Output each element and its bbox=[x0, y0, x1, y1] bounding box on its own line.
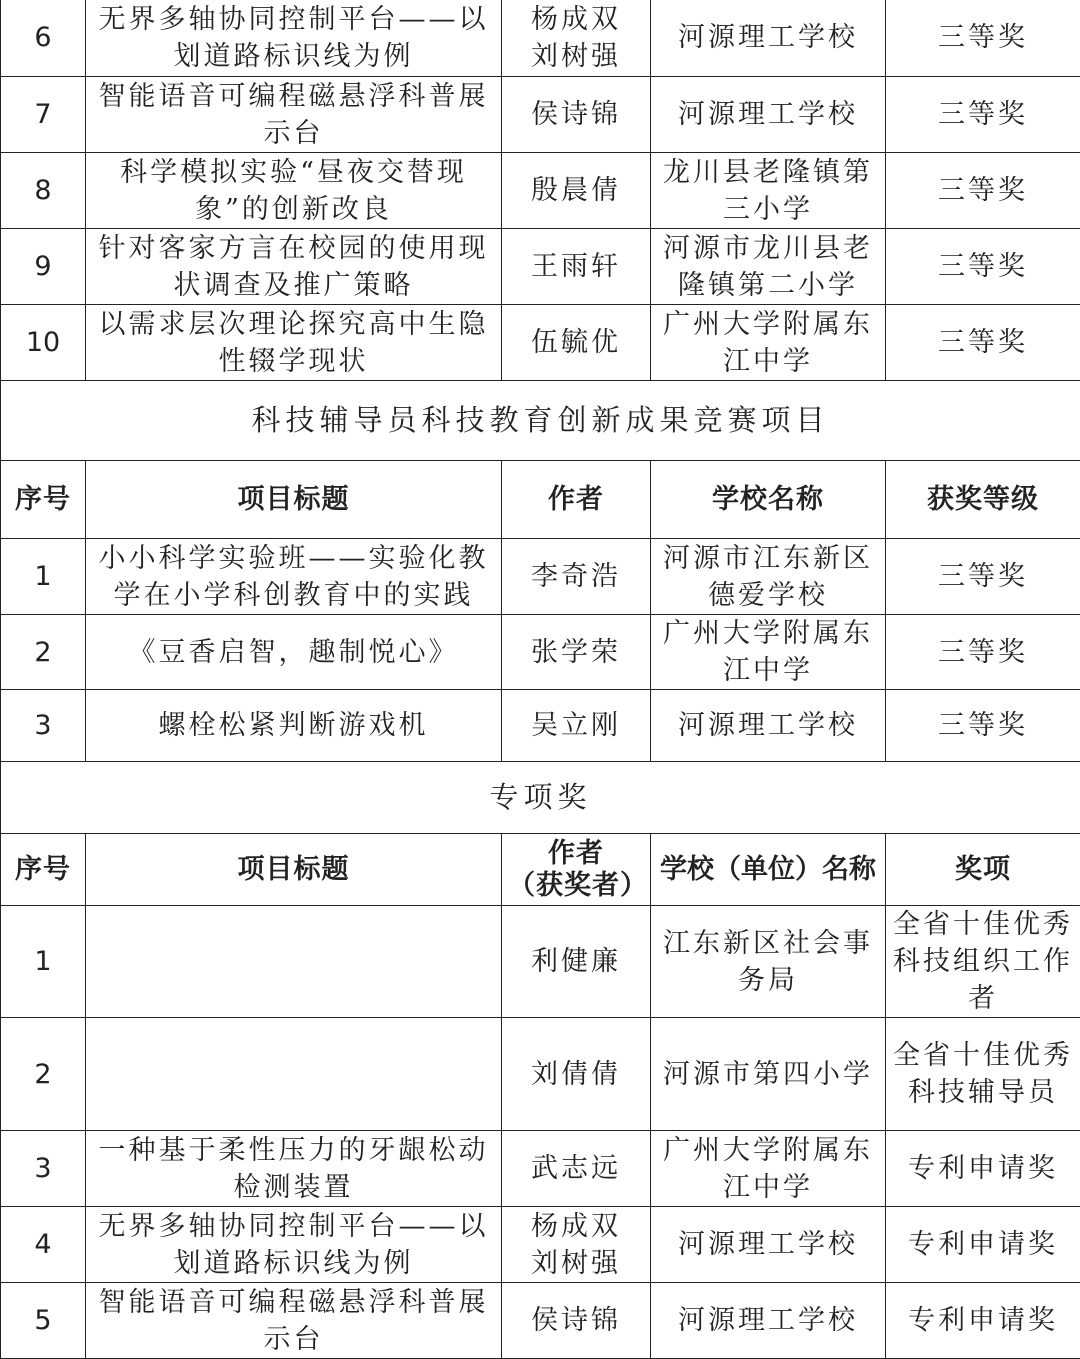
table-row bbox=[1, 77, 1080, 153]
project-title: 一种基于柔性压力的牙龈松动检测装置 bbox=[86, 1131, 502, 1207]
award-level: 三等奖 bbox=[886, 153, 1080, 229]
award-level: 三等奖 bbox=[886, 77, 1080, 153]
award-level: 三等奖 bbox=[886, 0, 1080, 77]
row-number: 4 bbox=[1, 1207, 86, 1283]
author: 殷晨倩 bbox=[502, 153, 651, 229]
table-row bbox=[1, 0, 1080, 77]
author: 王雨轩 bbox=[502, 229, 651, 305]
row-number: 1 bbox=[1, 539, 86, 615]
header-author bbox=[502, 834, 651, 906]
table-row bbox=[1, 1018, 1080, 1131]
project-title: 智能语音可编程磁悬浮科普展示台 bbox=[86, 77, 502, 153]
header-number: 序号 bbox=[1, 461, 86, 539]
table-row bbox=[1, 305, 1080, 381]
school-name: 龙川县老隆镇第三小学 bbox=[651, 153, 886, 229]
award-name: 专利申请奖 bbox=[886, 1207, 1080, 1283]
school-name: 江东新区社会事务局 bbox=[651, 906, 886, 1018]
row-number: 9 bbox=[1, 229, 86, 305]
row-number: 10 bbox=[1, 305, 86, 381]
row-number: 5 bbox=[1, 1283, 86, 1359]
author: 伍毓优 bbox=[502, 305, 651, 381]
header-author: 作者 bbox=[502, 461, 651, 539]
project-title: 《豆香启智，趣制悦心》 bbox=[86, 615, 502, 690]
school-name: 河源理工学校 bbox=[651, 1283, 886, 1359]
project-title: 科学模拟实验“昼夜交替现象”的创新改良 bbox=[86, 153, 502, 229]
award-name: 全省十佳优秀科技辅导员 bbox=[886, 1018, 1080, 1131]
school-name: 广州大学附属东江中学 bbox=[651, 1131, 886, 1207]
award-name: 全省十佳优秀科技组织工作者 bbox=[886, 906, 1080, 1018]
row-number: 3 bbox=[1, 1131, 86, 1207]
header-row bbox=[1, 834, 1080, 906]
header-school: 学校名称 bbox=[651, 461, 886, 539]
award-level: 三等奖 bbox=[886, 305, 1080, 381]
school-name: 河源市第四小学 bbox=[651, 1018, 886, 1131]
author: 侯诗锦 bbox=[502, 1283, 651, 1359]
school-name: 河源市龙川县老隆镇第二小学 bbox=[651, 229, 886, 305]
author: 杨成双 刘树强 bbox=[502, 1207, 651, 1283]
project-title: 以需求层次理论探究高中生隐性辍学现状 bbox=[86, 305, 502, 381]
school-name: 广州大学附属东江中学 bbox=[651, 615, 886, 690]
author: 李奇浩 bbox=[502, 539, 651, 615]
award-level: 三等奖 bbox=[886, 539, 1080, 615]
table-row bbox=[1, 229, 1080, 305]
row-number: 1 bbox=[1, 906, 86, 1018]
author: 侯诗锦 bbox=[502, 77, 651, 153]
school-name: 河源市江东新区德爱学校 bbox=[651, 539, 886, 615]
table-row bbox=[1, 153, 1080, 229]
author: 刘倩倩 bbox=[502, 1018, 651, 1131]
header-title: 项目标题 bbox=[86, 834, 502, 906]
award-level: 三等奖 bbox=[886, 615, 1080, 690]
row-number: 6 bbox=[1, 0, 86, 77]
project-title: 针对客家方言在校园的使用现状调查及推广策略 bbox=[86, 229, 502, 305]
award-name: 专利申请奖 bbox=[886, 1283, 1080, 1359]
section-heading: 专项奖 bbox=[1, 762, 1080, 834]
author: 杨成双 刘树强 bbox=[502, 0, 651, 77]
project-title bbox=[86, 906, 502, 1018]
school-name: 河源理工学校 bbox=[651, 690, 886, 762]
section-heading: 科技辅导员科技教育创新成果竞赛项目 bbox=[1, 381, 1080, 461]
section-heading-row bbox=[1, 762, 1080, 834]
table-row bbox=[1, 1131, 1080, 1207]
award-level: 三等奖 bbox=[886, 690, 1080, 762]
table-row bbox=[1, 1283, 1080, 1359]
header-award: 奖项 bbox=[886, 834, 1080, 906]
author: 利健廉 bbox=[502, 906, 651, 1018]
header-school: 学校（单位）名称 bbox=[651, 834, 886, 906]
header-award: 获奖等级 bbox=[886, 461, 1080, 539]
author: 武志远 bbox=[502, 1131, 651, 1207]
award-name: 专利申请奖 bbox=[886, 1131, 1080, 1207]
row-number: 3 bbox=[1, 690, 86, 762]
section-heading-row bbox=[1, 381, 1080, 461]
school-name: 河源理工学校 bbox=[651, 1207, 886, 1283]
row-number: 2 bbox=[1, 1018, 86, 1131]
project-title: 智能语音可编程磁悬浮科普展示台 bbox=[86, 1283, 502, 1359]
author: 张学荣 bbox=[502, 615, 651, 690]
project-title: 螺栓松紧判断游戏机 bbox=[86, 690, 502, 762]
award-level: 三等奖 bbox=[886, 229, 1080, 305]
header-title: 项目标题 bbox=[86, 461, 502, 539]
project-title: 无界多轴协同控制平台——以划道路标识线为例 bbox=[86, 1207, 502, 1283]
header-row bbox=[1, 461, 1080, 539]
table-row bbox=[1, 690, 1080, 762]
row-number: 8 bbox=[1, 153, 86, 229]
header-author-line2: （获奖者） bbox=[508, 870, 644, 902]
table-row bbox=[1, 1207, 1080, 1283]
header-number: 序号 bbox=[1, 834, 86, 906]
project-title bbox=[86, 1018, 502, 1131]
table-row bbox=[1, 539, 1080, 615]
table-row bbox=[1, 906, 1080, 1018]
row-number: 7 bbox=[1, 77, 86, 153]
header-author-line1: 作者 bbox=[508, 838, 644, 870]
school-name: 广州大学附属东江中学 bbox=[651, 305, 886, 381]
school-name: 河源理工学校 bbox=[651, 0, 886, 77]
project-title: 小小科学实验班——实验化教学在小学科创教育中的实践 bbox=[86, 539, 502, 615]
table-row bbox=[1, 615, 1080, 690]
project-title: 无界多轴协同控制平台——以划道路标识线为例 bbox=[86, 0, 502, 77]
school-name: 河源理工学校 bbox=[651, 77, 886, 153]
author: 吴立刚 bbox=[502, 690, 651, 762]
row-number: 2 bbox=[1, 615, 86, 690]
